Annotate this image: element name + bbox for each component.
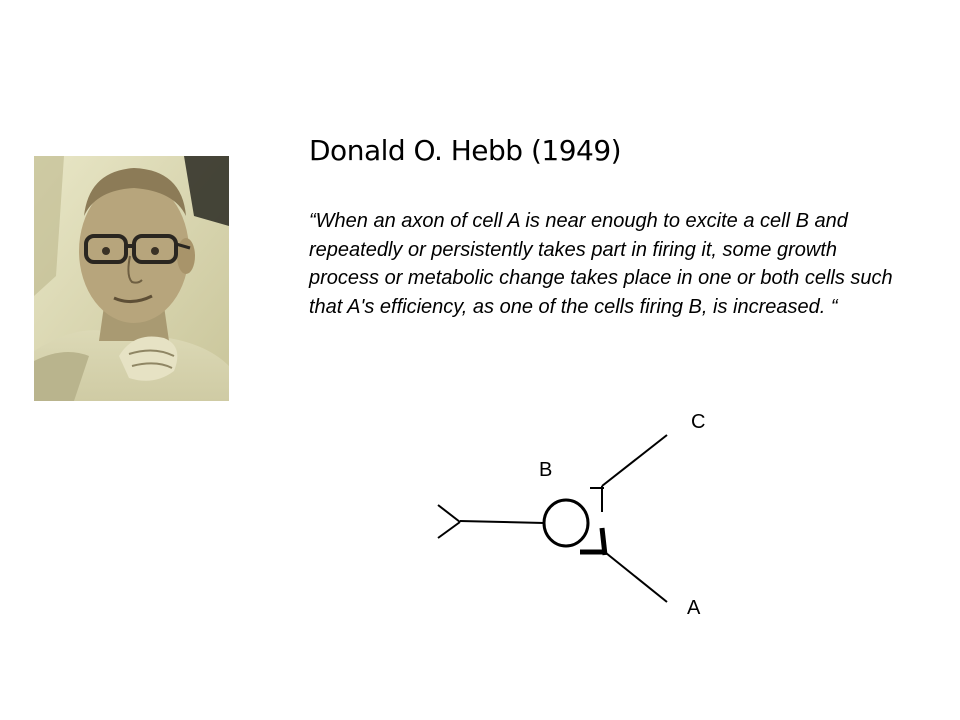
portrait-photo-icon bbox=[34, 156, 229, 401]
cell-c-axon bbox=[602, 435, 667, 486]
cell-b-body bbox=[544, 500, 588, 546]
cell-a-axon bbox=[606, 553, 667, 602]
label-cell-b: B bbox=[539, 459, 553, 481]
dendrite-lower-line bbox=[438, 522, 460, 538]
label-cell-c: C bbox=[691, 411, 706, 433]
axon-input-line bbox=[460, 521, 544, 523]
label-cell-a: A bbox=[687, 597, 701, 619]
slide-title: Donald O. Hebb (1949) bbox=[309, 134, 622, 167]
hebb-quote: “When an axon of cell A is near enough to excite a cell B and repeatedly or persistently takes part in firing it, some growth process or metabolic change takes place in one or both cells such that A's efficiency, as one of the cells firing B, is increased. “ bbox=[309, 210, 893, 318]
dendrite-upper-line bbox=[438, 505, 460, 522]
neuron-diagram bbox=[420, 395, 740, 635]
